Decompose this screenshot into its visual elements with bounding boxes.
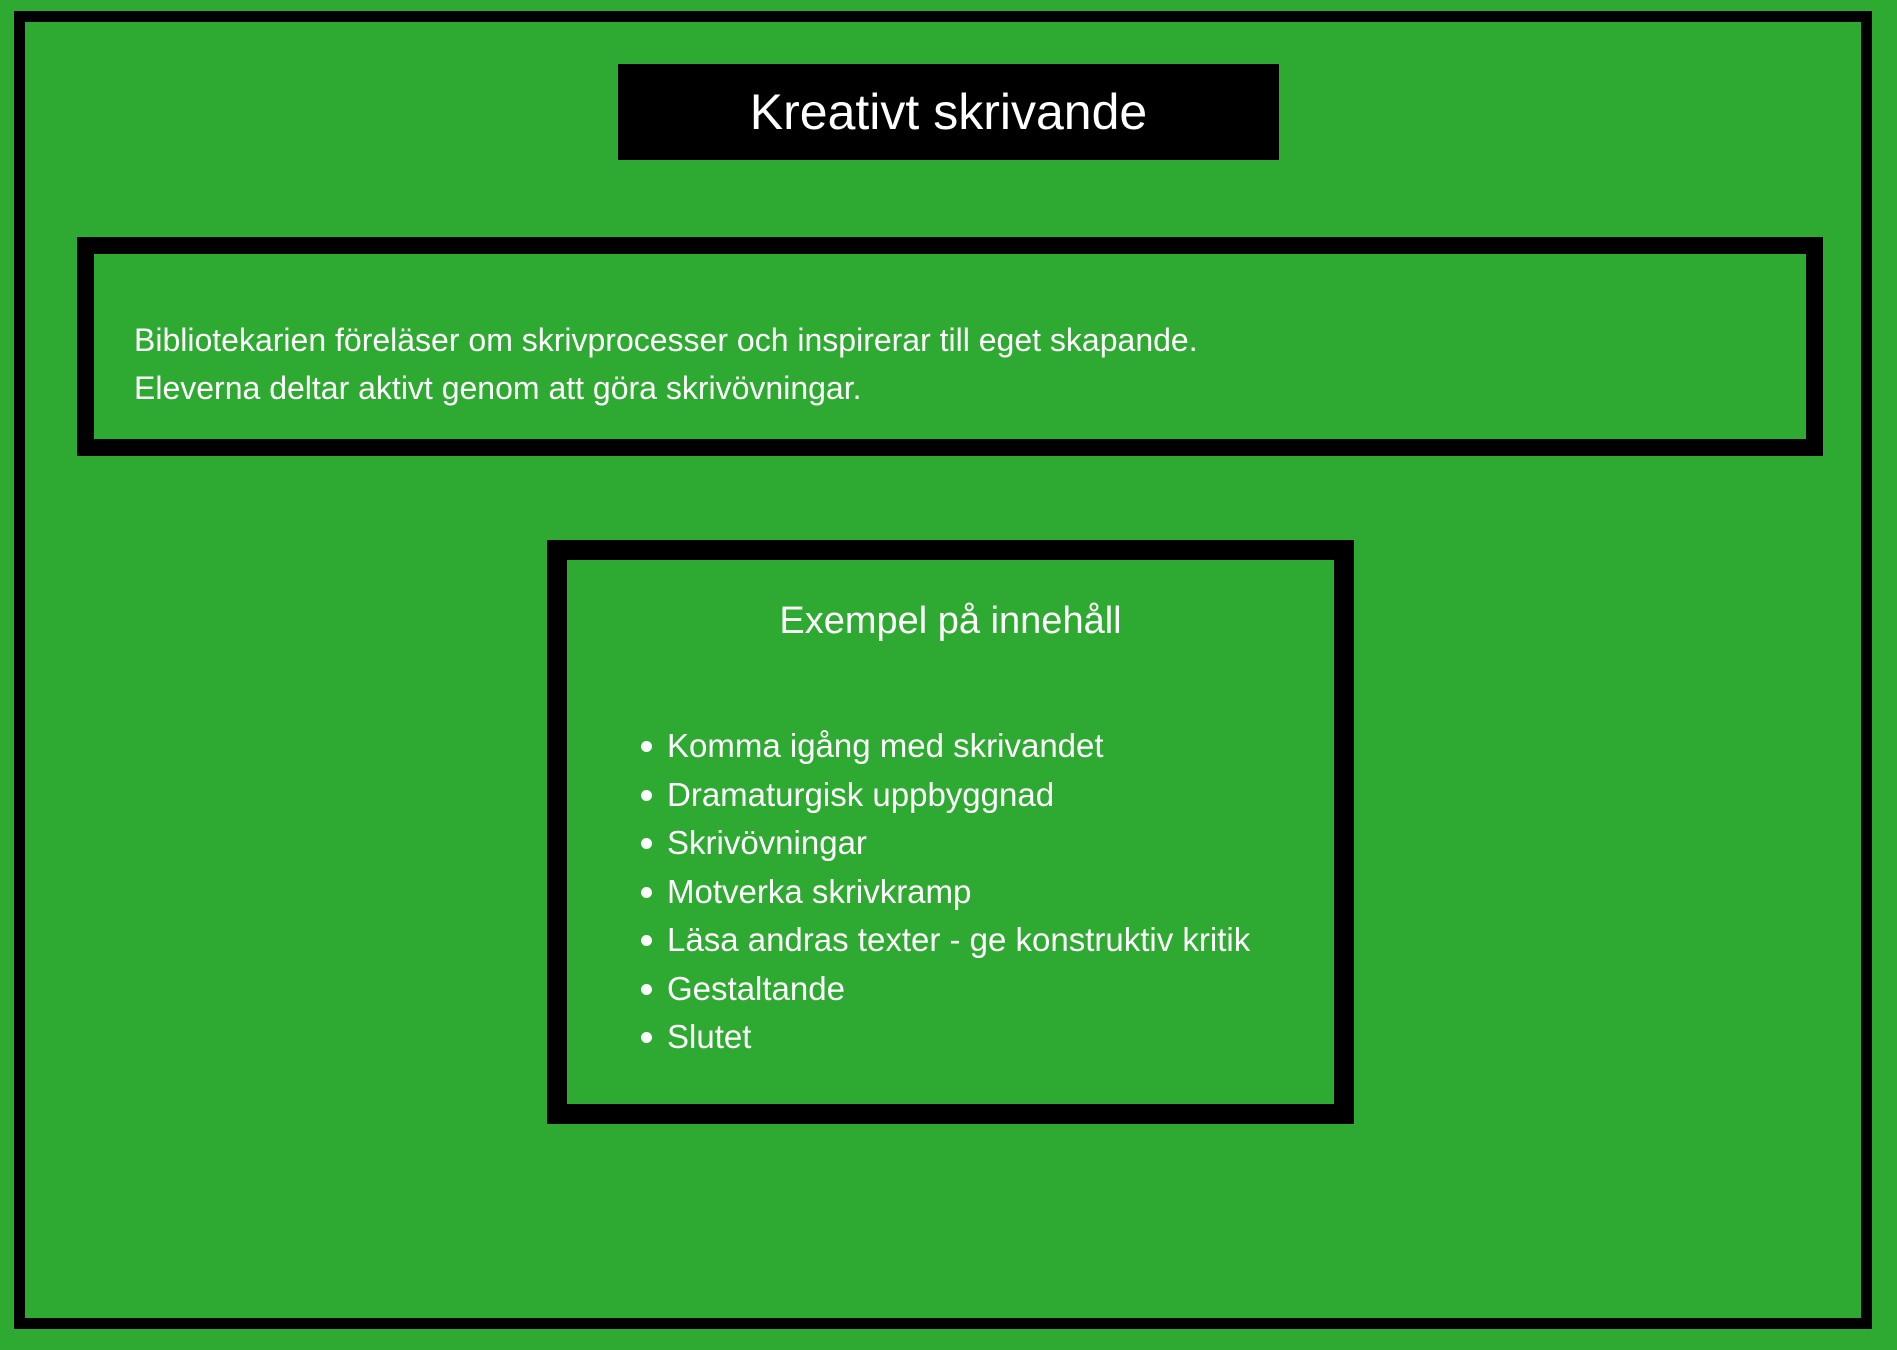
list-item (637, 771, 1250, 820)
list-item (637, 868, 1250, 917)
list-item-label: Komma igång med skrivandet (667, 727, 1104, 764)
bullet-icon (641, 741, 652, 752)
bullet-icon (641, 790, 652, 801)
list-item (637, 916, 1250, 965)
bullet-icon (641, 838, 652, 849)
list-item (637, 1013, 1250, 1062)
title-box (618, 64, 1279, 160)
intro-text-line-2: Eleverna deltar aktivt genom att göra skrivövningar. (134, 370, 862, 406)
bullet-icon (641, 935, 652, 946)
bullet-icon (641, 984, 652, 995)
list-item-label: Dramaturgisk uppbyggnad (667, 775, 1055, 813)
list-item-label: Gestaltande (667, 969, 845, 1007)
list-item-label: Slutet (667, 1018, 752, 1055)
page-title: Kreativt skrivande (749, 84, 1148, 140)
content-heading: Exempel på innehåll (779, 600, 1122, 642)
list-item (637, 819, 1250, 868)
content-box (547, 540, 1354, 1124)
bullet-icon (641, 887, 652, 898)
content-list (637, 722, 1250, 1062)
list-item (637, 722, 1250, 771)
list-item (637, 965, 1250, 1014)
intro-text-line-1: Bibliotekarien föreläser om skrivprocesser och inspirerar till eget skapande. (134, 322, 1198, 358)
list-item-label: Motverka skrivkramp (667, 872, 972, 910)
intro-box (77, 237, 1823, 456)
list-item-label: Läsa andras texter - ge konstruktiv kritik (667, 921, 1251, 958)
bullet-icon (641, 1032, 652, 1043)
list-item-label: Skrivövningar (667, 824, 867, 861)
